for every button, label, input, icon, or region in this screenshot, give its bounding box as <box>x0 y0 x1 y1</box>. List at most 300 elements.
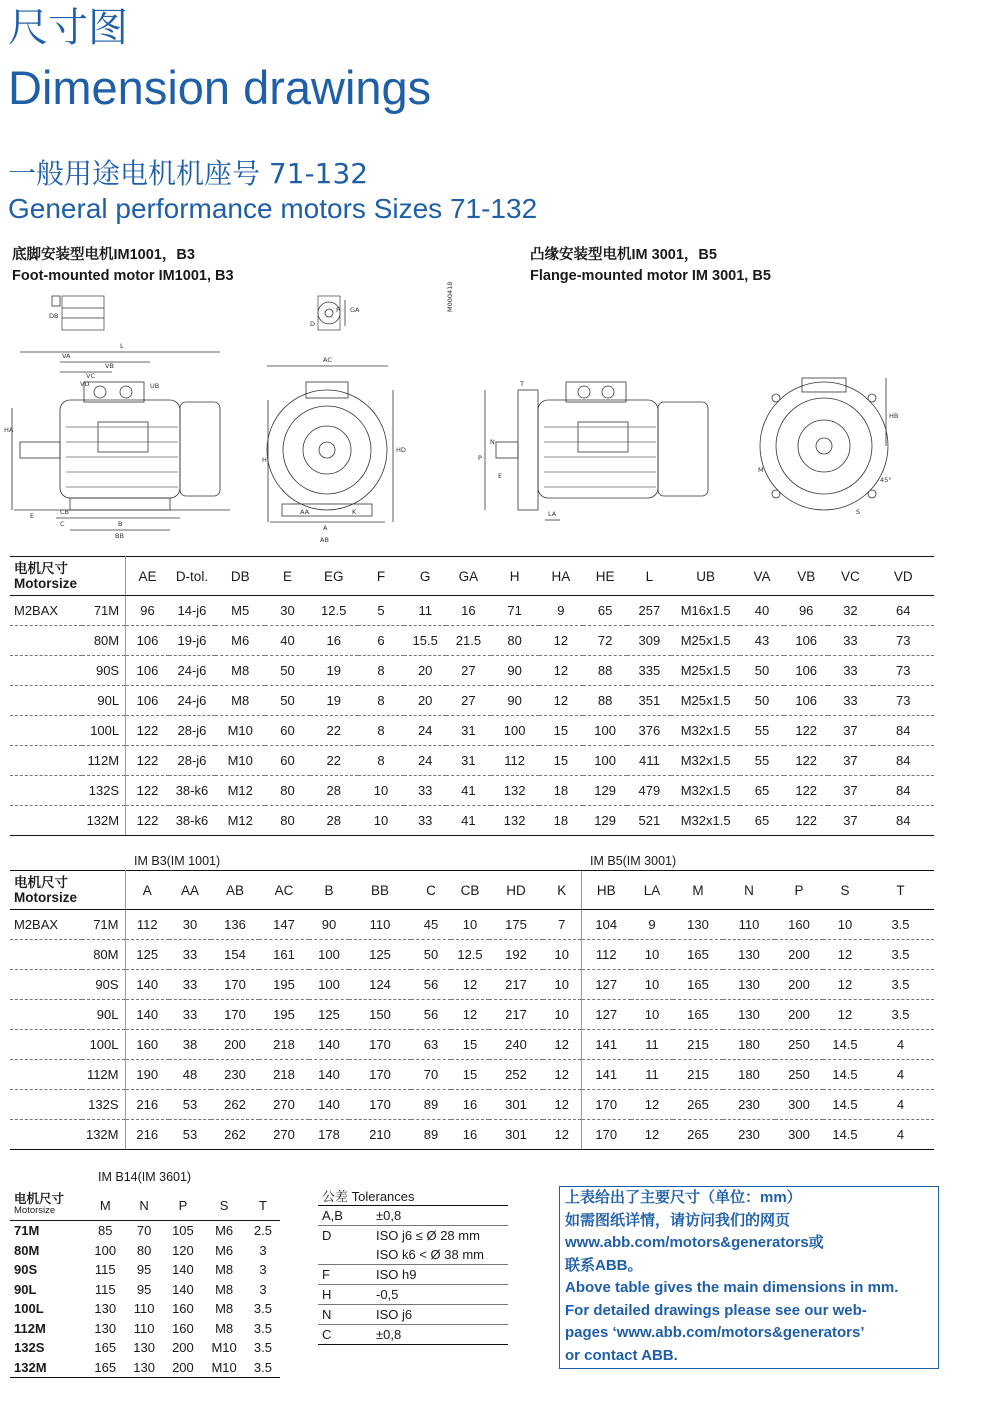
value-cell: 19 <box>310 686 358 716</box>
value-cell: 200 <box>775 1000 823 1030</box>
value-cell: M32x1.5 <box>671 806 739 836</box>
series-cell <box>10 1090 82 1120</box>
value-cell: 96 <box>784 596 828 626</box>
size-cell: 112M <box>82 746 125 776</box>
value-cell: 122 <box>126 806 169 836</box>
value-cell: 24-j6 <box>169 686 215 716</box>
tolerance-key: H <box>318 1285 372 1305</box>
value-cell: 33 <box>404 776 446 806</box>
value-cell: 11 <box>631 1030 673 1060</box>
value-cell: 3.5 <box>253 1320 272 1336</box>
size-cell: 90S <box>82 656 125 686</box>
tolerance-value: ISO h9 <box>372 1265 508 1285</box>
size-cell: 90L <box>82 1000 125 1030</box>
value-cell: 38 <box>169 1030 211 1060</box>
tolerance-key: D <box>318 1226 372 1246</box>
value-cell: 12 <box>451 1000 489 1030</box>
value-cell: 10 <box>358 806 404 836</box>
value-cell: 80 <box>491 626 539 656</box>
value-cell: 37 <box>828 746 872 776</box>
tolerance-key: A,B <box>322 1208 343 1223</box>
value-cell: 100 <box>583 716 627 746</box>
end-view-labels <box>49 306 406 544</box>
value-cell: 215 <box>673 1060 723 1090</box>
value-cell: 27 <box>446 656 490 686</box>
value-cell: 217 <box>489 1000 543 1030</box>
value-cell: 50 <box>265 656 309 686</box>
value-cell: 106 <box>126 626 169 656</box>
value-cell: 12 <box>823 970 867 1000</box>
value-cell: 10 <box>543 970 581 1000</box>
value-cell: 28 <box>310 806 358 836</box>
value-cell: M8 <box>215 686 265 716</box>
value-cell: 80 <box>136 1242 152 1258</box>
value-cell: 56 <box>411 970 451 1000</box>
value-cell: 43 <box>740 626 784 656</box>
table-row <box>10 1299 280 1319</box>
series-cell: M2BAX <box>10 596 82 626</box>
value-cell: 165 <box>86 1358 125 1378</box>
value-cell: 127 <box>581 1000 631 1030</box>
value-cell: 200 <box>211 1030 259 1060</box>
value-cell: 60 <box>265 746 309 776</box>
value-cell: 217 <box>489 970 543 1000</box>
value-cell: 301 <box>489 1090 543 1120</box>
value-cell: M10 <box>211 1340 237 1356</box>
value-cell: M10 <box>215 746 265 776</box>
value-cell: 270 <box>259 1120 309 1150</box>
value-cell: 15 <box>451 1030 489 1060</box>
dimension-drawing <box>0 282 1006 554</box>
value-cell: 50 <box>740 686 784 716</box>
section-title-cn: 一般用途电机机座号 71-132 <box>8 157 369 190</box>
value-cell: 4 <box>867 1060 934 1090</box>
value-cell: 141 <box>581 1060 631 1090</box>
value-cell: 33 <box>828 656 872 686</box>
value-cell: 132 <box>491 806 539 836</box>
value-cell: M8 <box>215 1281 234 1297</box>
value-cell: 37 <box>828 806 872 836</box>
series-cell <box>10 716 82 746</box>
value-cell: 130 <box>673 910 723 940</box>
series-cell <box>10 776 82 806</box>
value-cell: 100 <box>94 1242 117 1258</box>
table-row <box>10 1030 934 1060</box>
value-cell: 140 <box>309 1090 349 1120</box>
svg-text:HA: HA <box>4 426 14 434</box>
value-cell: 3 <box>259 1242 267 1258</box>
value-cell: 170 <box>581 1090 631 1120</box>
value-cell: 112 <box>491 746 539 776</box>
value-cell: 12 <box>823 940 867 970</box>
value-cell: 55 <box>740 746 784 776</box>
value-cell: 110 <box>133 1301 155 1317</box>
value-cell: 31 <box>446 716 490 746</box>
value-cell: 140 <box>125 1000 169 1030</box>
tolerance-row <box>318 1265 508 1285</box>
value-cell: M8 <box>215 1301 234 1317</box>
value-cell: 218 <box>259 1030 309 1060</box>
value-cell: 112 <box>125 910 169 940</box>
tolerance-key <box>318 1245 372 1265</box>
value-cell: M12 <box>215 776 265 806</box>
dimension-table-3 <box>10 1190 280 1378</box>
value-cell: 33 <box>169 940 211 970</box>
value-cell: 70 <box>136 1223 152 1239</box>
value-cell: 195 <box>259 970 309 1000</box>
value-cell: 192 <box>489 940 543 970</box>
value-cell: M25x1.5 <box>671 686 739 716</box>
table-row <box>10 656 934 686</box>
value-cell: 50 <box>265 686 309 716</box>
value-cell: 3.5 <box>867 940 934 970</box>
value-cell: 250 <box>775 1060 823 1090</box>
value-cell: 130 <box>94 1301 117 1317</box>
value-cell: 20 <box>404 656 446 686</box>
series-cell <box>10 1030 82 1060</box>
group-label-b14: IM B14(IM 3601) <box>98 1170 192 1184</box>
value-cell: 3.5 <box>246 1358 280 1378</box>
value-cell: 45 <box>411 910 451 940</box>
note-line: pages ‘www.abb.com/motors&generators’ <box>565 1324 865 1341</box>
value-cell: M10 <box>202 1358 246 1378</box>
tolerance-key: F <box>318 1265 372 1285</box>
size-cell: 100L <box>82 1030 125 1060</box>
value-cell: 115 <box>94 1281 116 1297</box>
value-cell: 10 <box>631 1000 673 1030</box>
value-cell: 160 <box>125 1030 169 1060</box>
value-cell: 161 <box>259 940 309 970</box>
value-cell: 71 <box>491 596 539 626</box>
value-cell: M6 <box>215 1242 234 1258</box>
svg-text:B: B <box>118 520 123 528</box>
value-cell: 125 <box>125 940 169 970</box>
value-cell: 12 <box>451 970 489 1000</box>
value-cell: 28 <box>310 776 358 806</box>
note-line: For detailed drawings please see our web- <box>565 1301 867 1319</box>
value-cell: 28-j6 <box>169 746 215 776</box>
table-row <box>10 910 934 940</box>
table-row <box>10 746 934 776</box>
value-cell: 122 <box>126 716 169 746</box>
value-cell: 3 <box>259 1262 267 1278</box>
value-cell: 300 <box>775 1120 823 1150</box>
value-cell: 170 <box>211 1000 259 1030</box>
drawing-ref: M000418 <box>446 282 454 312</box>
table-row <box>10 596 934 626</box>
value-cell: 65 <box>740 806 784 836</box>
value-cell: 130 <box>125 1358 164 1378</box>
value-cell: 12 <box>539 656 583 686</box>
value-cell: 84 <box>873 746 934 776</box>
table-row <box>10 1319 280 1339</box>
value-cell: 70 <box>411 1060 451 1090</box>
value-cell: 8 <box>358 686 404 716</box>
series-cell <box>10 806 82 836</box>
size-cell: 80M <box>82 626 125 656</box>
value-cell: 170 <box>349 1060 411 1090</box>
value-cell: 33 <box>404 806 446 836</box>
value-cell: 41 <box>446 806 490 836</box>
value-cell: 105 <box>172 1223 194 1239</box>
value-cell: M8 <box>215 656 265 686</box>
table-3-header: 电机尺寸 Motorsize M N P S T <box>10 1190 280 1221</box>
value-cell: 130 <box>723 970 775 1000</box>
value-cell: 154 <box>211 940 259 970</box>
value-cell: 300 <box>775 1090 823 1120</box>
svg-text:H: H <box>262 456 267 464</box>
size-cell: 71M <box>82 596 125 626</box>
group-label-b3: IM B3(IM 1001) <box>134 854 221 868</box>
value-cell: 165 <box>94 1340 117 1356</box>
value-cell: 140 <box>172 1262 194 1278</box>
svg-text:L: L <box>120 342 124 350</box>
svg-text:LA: LA <box>548 510 557 518</box>
svg-text:K: K <box>352 508 357 516</box>
value-cell: 89 <box>411 1120 451 1150</box>
value-cell: 27 <box>446 686 490 716</box>
value-cell: 110 <box>723 910 775 940</box>
value-cell: 230 <box>211 1060 259 1090</box>
value-cell: 4 <box>867 1090 934 1120</box>
value-cell: 252 <box>489 1060 543 1090</box>
svg-text:A: A <box>323 524 328 532</box>
table-row <box>10 806 934 836</box>
foot-mounted-label-cn: 底脚安装型电机IM1001，B3 <box>12 247 195 263</box>
table-row <box>10 626 934 656</box>
value-cell: 90 <box>491 686 539 716</box>
motorsize-header: 电机尺寸 Motorsize <box>10 871 125 910</box>
value-cell: 10 <box>543 940 581 970</box>
value-cell: 9 <box>631 910 673 940</box>
value-cell: 80 <box>265 776 309 806</box>
size-cell: 132S <box>82 776 125 806</box>
table-row <box>10 1280 280 1300</box>
size-cell: 80M <box>14 1242 40 1258</box>
table-row <box>10 1338 280 1358</box>
svg-text:T: T <box>520 380 524 388</box>
value-cell: 84 <box>873 776 934 806</box>
value-cell: 160 <box>172 1320 194 1336</box>
value-cell: 14.5 <box>823 1090 867 1120</box>
value-cell: 129 <box>583 776 627 806</box>
value-cell: 30 <box>169 910 211 940</box>
svg-text:CB: CB <box>60 508 69 516</box>
size-cell: 71M <box>14 1223 40 1239</box>
tolerance-key: N <box>318 1305 372 1325</box>
key-detail-foot <box>52 296 104 330</box>
value-cell: 65 <box>740 776 784 806</box>
svg-text:AB: AB <box>320 536 329 544</box>
tolerance-value: ISO j6 ≤ Ø 28 mm <box>372 1226 508 1246</box>
svg-text:VB: VB <box>105 362 114 370</box>
size-cell: 90S <box>82 970 125 1000</box>
svg-text:D: D <box>310 320 316 328</box>
table-row <box>10 716 934 746</box>
value-cell: 141 <box>581 1030 631 1060</box>
value-cell: 72 <box>583 626 627 656</box>
value-cell: M5 <box>215 596 265 626</box>
value-cell: 24 <box>404 716 446 746</box>
value-cell: 106 <box>126 686 169 716</box>
value-cell: 411 <box>627 746 671 776</box>
value-cell: 21.5 <box>446 626 490 656</box>
value-cell: 200 <box>775 940 823 970</box>
svg-text:HD: HD <box>396 446 406 454</box>
svg-text:HB: HB <box>889 412 899 420</box>
foot-motor-end-view <box>267 366 393 522</box>
value-cell: 170 <box>211 970 259 1000</box>
value-cell: 122 <box>784 806 828 836</box>
value-cell: 122 <box>126 746 169 776</box>
dimension-table-2 <box>10 870 934 1150</box>
section-title-en: General performance motors Sizes 71-132 <box>8 193 538 224</box>
value-cell: 16 <box>451 1090 489 1120</box>
value-cell: 12 <box>543 1090 581 1120</box>
value-cell: 14-j6 <box>169 596 215 626</box>
value-cell: 15 <box>539 746 583 776</box>
value-cell: 160 <box>775 910 823 940</box>
size-cell: 112M <box>14 1320 46 1336</box>
value-cell: 125 <box>349 940 411 970</box>
value-cell: 130 <box>723 1000 775 1030</box>
value-cell: 40 <box>740 596 784 626</box>
value-cell: 12 <box>543 1120 581 1150</box>
value-cell: 136 <box>211 910 259 940</box>
note-line: Above table gives the main dimensions in mm. <box>565 1279 899 1296</box>
value-cell: M12 <box>215 806 265 836</box>
svg-text:E: E <box>498 472 503 480</box>
value-cell: 127 <box>581 970 631 1000</box>
value-cell: 265 <box>673 1120 723 1150</box>
foot-mounted-label <box>12 245 234 287</box>
value-cell: 15 <box>539 716 583 746</box>
value-cell: 12.5 <box>451 940 489 970</box>
value-cell: M16x1.5 <box>671 596 739 626</box>
note-line: or contact ABB. <box>565 1346 678 1364</box>
value-cell: 31 <box>446 746 490 776</box>
value-cell: 11 <box>631 1060 673 1090</box>
value-cell: 64 <box>873 596 934 626</box>
value-cell: 200 <box>775 970 823 1000</box>
value-cell: 33 <box>828 626 872 656</box>
series-cell <box>10 940 82 970</box>
svg-text:M: M <box>758 466 764 474</box>
value-cell: 262 <box>211 1120 259 1150</box>
value-cell: 32 <box>828 596 872 626</box>
value-cell: 10 <box>631 970 673 1000</box>
value-cell: 8 <box>358 746 404 776</box>
value-cell: 88 <box>583 686 627 716</box>
flange-mounted-label <box>530 245 771 287</box>
flange-motor-end-view <box>760 378 888 510</box>
size-cell: 90L <box>82 686 125 716</box>
value-cell: M6 <box>215 1223 234 1239</box>
table-row <box>10 1241 280 1261</box>
value-cell: 56 <box>411 1000 451 1030</box>
value-cell: M32x1.5 <box>671 746 739 776</box>
value-cell: 140 <box>309 1060 349 1090</box>
series-cell: M2BAX <box>10 910 82 940</box>
value-cell: 12 <box>539 626 583 656</box>
value-cell: 15.5 <box>404 626 446 656</box>
note-line: 联系ABB。 <box>565 1256 643 1274</box>
value-cell: 180 <box>723 1030 775 1060</box>
table-row <box>10 776 934 806</box>
size-cell: 90S <box>14 1262 38 1278</box>
value-cell: 48 <box>169 1060 211 1090</box>
value-cell: 8 <box>358 656 404 686</box>
value-cell: 88 <box>583 656 627 686</box>
table-row <box>10 686 934 716</box>
tolerance-row <box>318 1325 508 1345</box>
value-cell: 18 <box>539 776 583 806</box>
value-cell: 18 <box>539 806 583 836</box>
table-row <box>10 1000 934 1030</box>
value-cell: 106 <box>784 656 828 686</box>
value-cell: 12 <box>631 1120 673 1150</box>
tolerance-key: C <box>318 1325 372 1345</box>
value-cell: 178 <box>309 1120 349 1150</box>
value-cell: 8 <box>358 716 404 746</box>
value-cell: 40 <box>265 626 309 656</box>
value-cell: 110 <box>133 1320 155 1336</box>
tolerances-table <box>318 1186 508 1345</box>
value-cell: 11 <box>404 596 446 626</box>
value-cell: 106 <box>784 686 828 716</box>
value-cell: 16 <box>451 1120 489 1150</box>
flange-motor-side-view <box>485 382 708 520</box>
value-cell: 100 <box>491 716 539 746</box>
value-cell: 190 <box>125 1060 169 1090</box>
svg-text:AC: AC <box>323 356 332 364</box>
value-cell: 60 <box>265 716 309 746</box>
series-cell <box>10 1000 82 1030</box>
value-cell: 100 <box>583 746 627 776</box>
svg-text:P: P <box>478 454 482 462</box>
value-cell: 122 <box>126 776 169 806</box>
size-cell: 90L <box>14 1281 37 1297</box>
value-cell: 14.5 <box>823 1120 867 1150</box>
series-cell <box>10 1060 82 1090</box>
table-2-header: 电机尺寸 Motorsize A AA AB AC B BB C CB HD K HB LA M N P S T <box>10 871 934 910</box>
value-cell: M10 <box>215 716 265 746</box>
value-cell: 14.5 <box>823 1060 867 1090</box>
series-cell <box>10 970 82 1000</box>
note-line: 如需图纸详情，请访问我们的网页 <box>565 1211 791 1229</box>
value-cell: 106 <box>126 656 169 686</box>
value-cell: 160 <box>172 1301 194 1317</box>
value-cell: 140 <box>172 1281 194 1297</box>
value-cell: 250 <box>775 1030 823 1060</box>
value-cell: 335 <box>627 656 671 686</box>
value-cell: 12.5 <box>310 596 358 626</box>
value-cell: 85 <box>98 1223 113 1239</box>
value-cell: 100 <box>309 940 349 970</box>
svg-text:C: C <box>60 520 65 528</box>
series-cell <box>10 746 82 776</box>
value-cell: 122 <box>784 776 828 806</box>
tolerance-value: ±0,8 <box>372 1325 508 1345</box>
series-cell <box>10 656 82 686</box>
value-cell: 15 <box>451 1060 489 1090</box>
value-cell: M25x1.5 <box>671 656 739 686</box>
value-cell: 14.5 <box>823 1030 867 1060</box>
value-cell: 5 <box>358 596 404 626</box>
value-cell: 2.5 <box>253 1223 272 1239</box>
value-cell: 12 <box>631 1090 673 1120</box>
value-cell: M25x1.5 <box>671 626 739 656</box>
